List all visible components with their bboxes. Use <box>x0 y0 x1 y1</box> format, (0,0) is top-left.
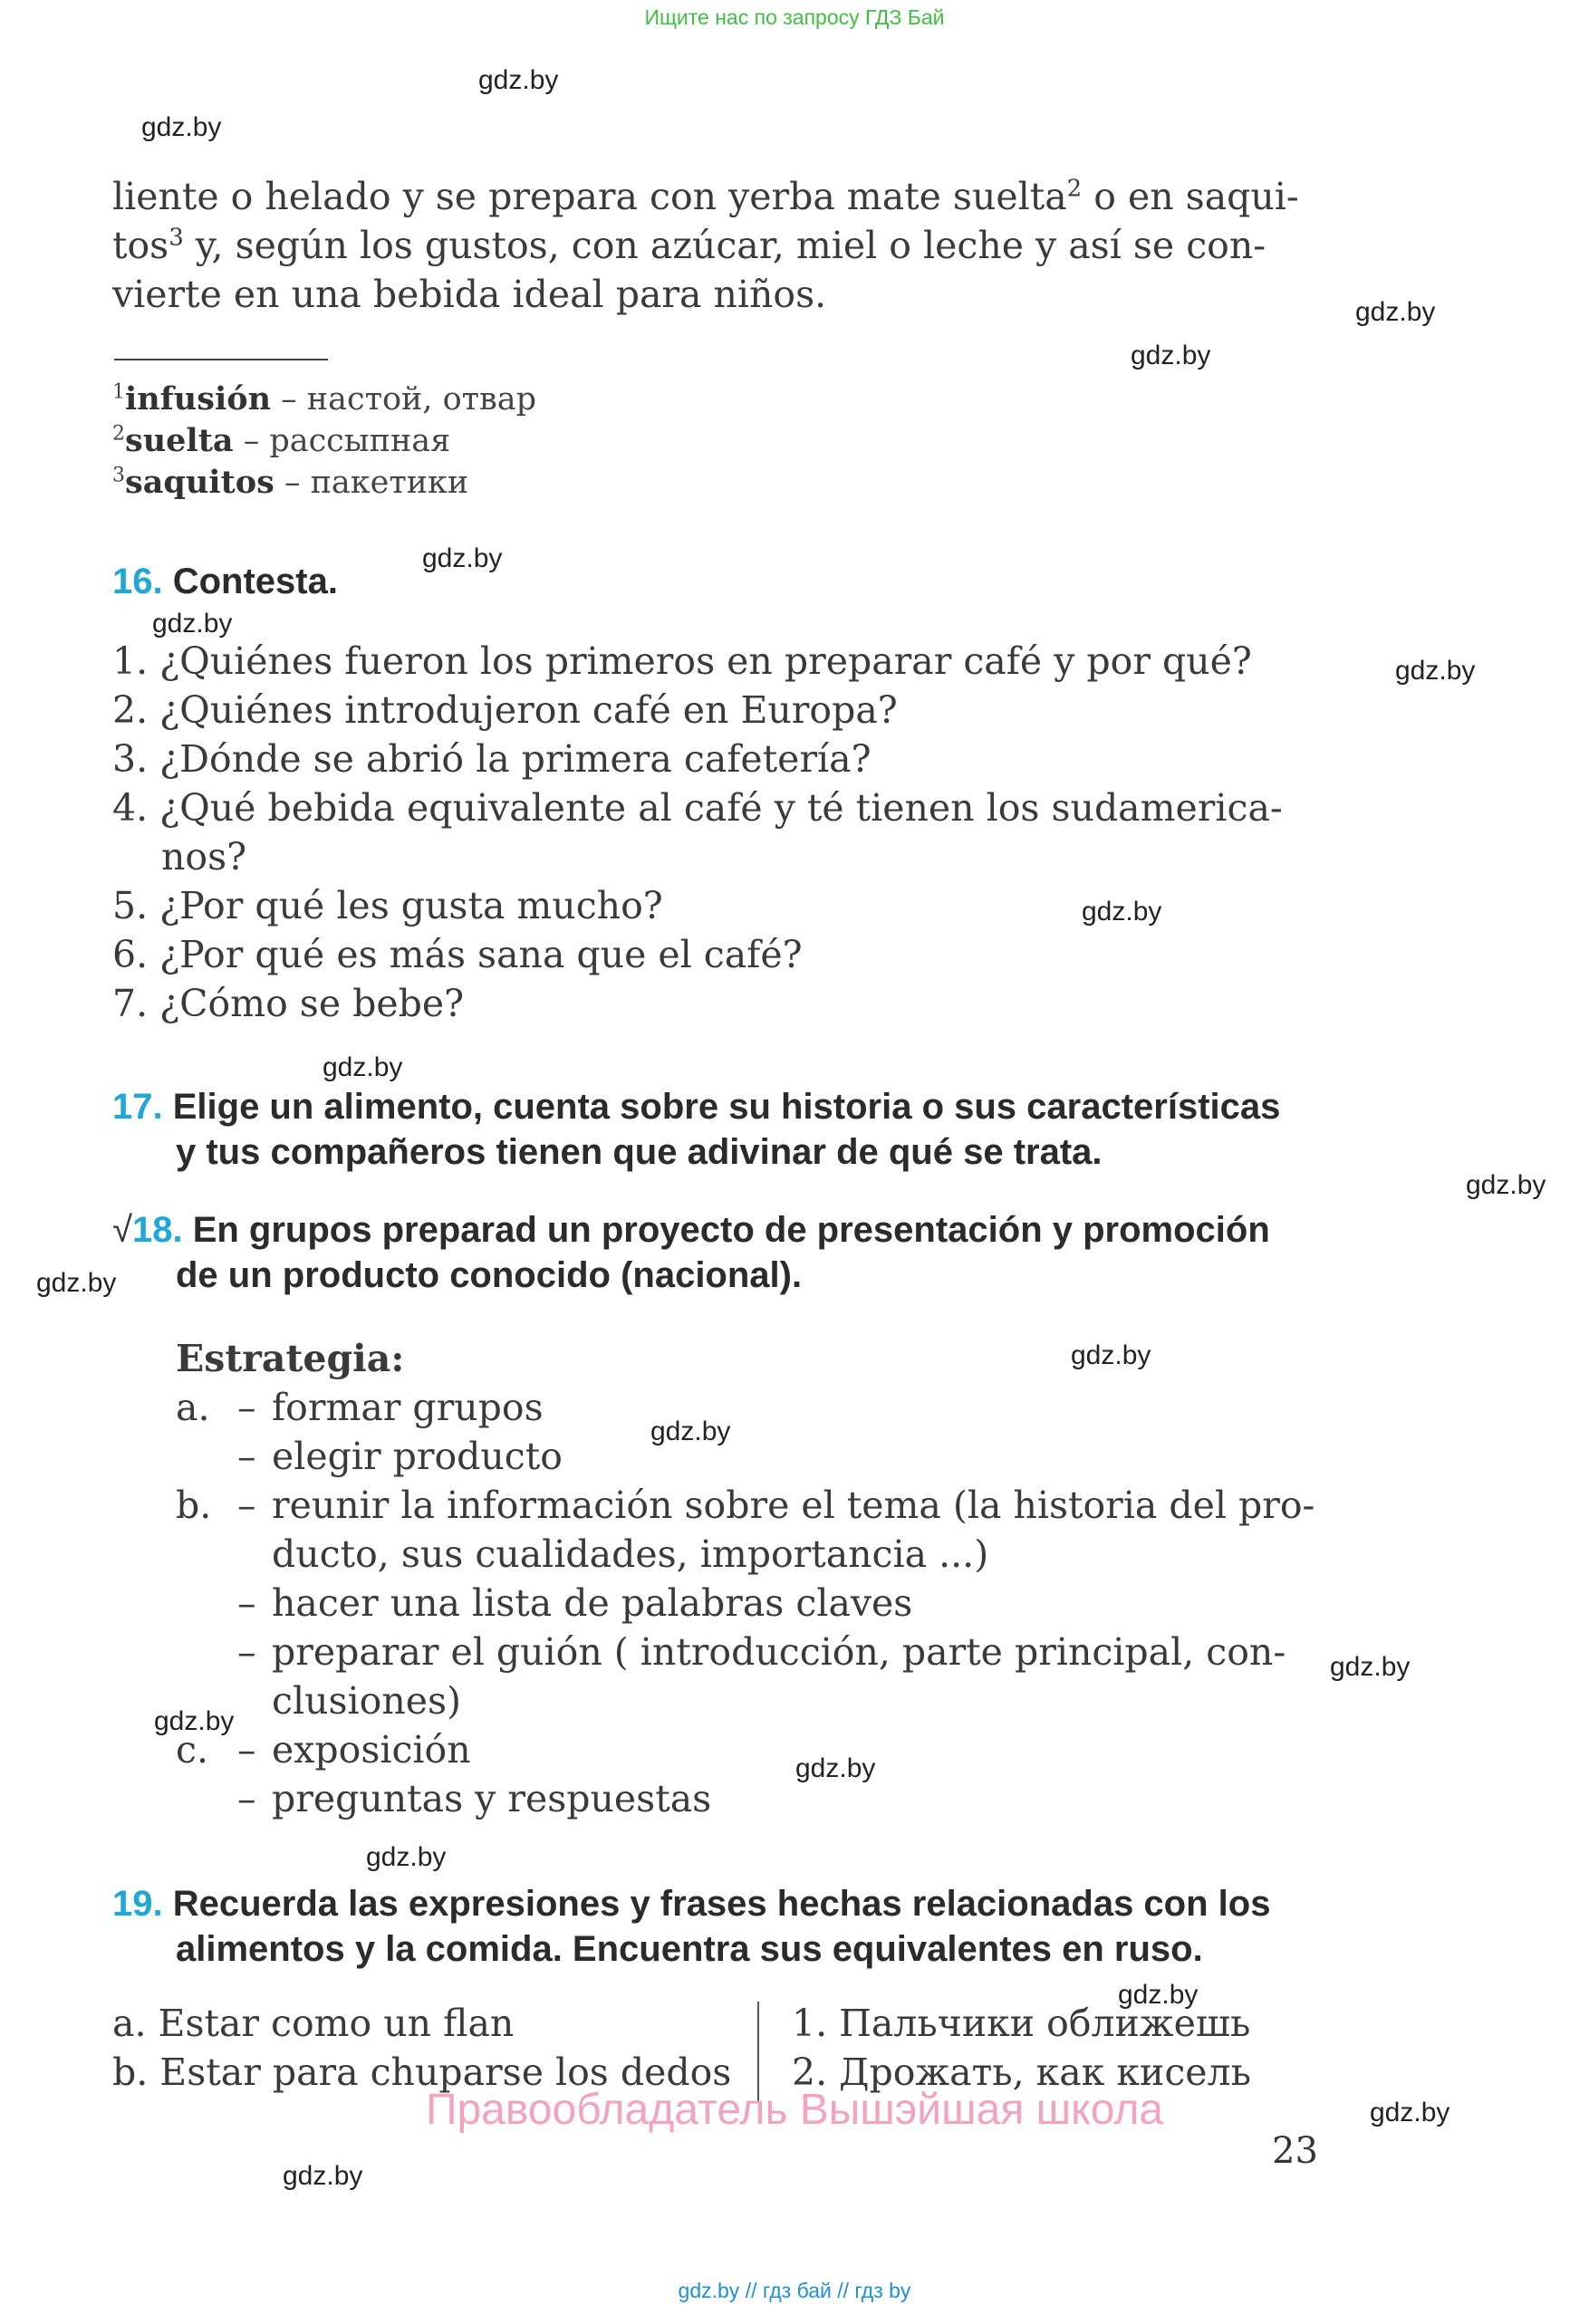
strategy-item: clusiones) <box>272 1679 462 1723</box>
strategy-item: exposición <box>272 1728 471 1772</box>
watermark: gdz.by <box>366 1842 447 1872</box>
watermark: gdz.by <box>478 65 559 95</box>
strategy-item: hacer una lista de palabras claves <box>272 1581 913 1625</box>
top-banner: Ищите нас по запросу ГДЗ Бай <box>644 5 945 29</box>
paragraph-line: tos$^3$ y, según los gustos, con azúcar, miel o leche y así se con- <box>112 224 1266 267</box>
task-19-line: alimentos y la comida. Encuentra sus equivalentes en ruso. <box>176 1929 1203 1969</box>
watermark: gdz.by <box>1355 297 1436 327</box>
watermark: gdz.by <box>1118 1980 1199 2010</box>
footnote: $^2$suelta – рассыпная <box>112 422 451 459</box>
strategy-item: preguntas y respuestas <box>272 1777 712 1820</box>
watermark: gdz.by <box>141 112 222 142</box>
strategy-item: reunir la información sobre el tema (la historia del pro- <box>272 1484 1315 1527</box>
strategy-dash: – <box>237 1777 256 1820</box>
watermark: gdz.by <box>1330 1652 1411 1682</box>
task-18-heading: √18. En grupos preparad un proyecto de presentación y promoción <box>112 1210 1270 1250</box>
watermark: gdz.by <box>323 1052 403 1082</box>
paragraph-line: liente o helado y se prepara con yerba mate suelta$^2$ o en saqui- <box>112 175 1299 218</box>
expression-right: 1. Пальчики оближешь <box>792 2002 1251 2045</box>
task-19-heading: 19. Recuerda las expresiones y frases hechas relacionadas con los <box>112 1884 1271 1924</box>
footnote-divider <box>114 359 328 360</box>
expression-right: 2. Дрожать, как кисель <box>792 2050 1251 2094</box>
question: 3. ¿Dónde se abrió la primera cafetería? <box>112 737 872 781</box>
strategy-item: ducto, sus cualidades, importancia ...) <box>272 1532 989 1576</box>
page-number: 23 <box>1272 2130 1318 2172</box>
watermark: gdz.by <box>152 609 233 639</box>
strategy-dash: – <box>237 1386 256 1429</box>
question: 6. ¿Por qué es más sana que el café? <box>112 933 803 976</box>
task-17-line: y tus compañeros tienen que adivinar de qué se trata. <box>176 1132 1103 1172</box>
footnote: $^3$saquitos – пакетики <box>112 464 469 501</box>
bottom-links[interactable]: gdz.by // гдз бай // гдз by <box>678 2279 911 2302</box>
expression-left: a. Estar como un flan <box>112 2002 515 2045</box>
question: 4. ¿Qué bebida equivalente al café y té tienen los sudamerica- <box>112 786 1283 830</box>
strategy-dash: – <box>237 1484 256 1527</box>
question-continuation: nos? <box>161 835 247 879</box>
question: 1. ¿Quiénes fueron los primeros en preparar café y por qué? <box>112 639 1252 683</box>
watermark: gdz.by <box>795 1753 876 1783</box>
task-18-line: de un producto conocido (nacional). <box>176 1255 803 1295</box>
strategy-dash: – <box>237 1435 256 1478</box>
question: 7. ¿Cómo se bebe? <box>112 982 465 1025</box>
question: 5. ¿Por qué les gusta mucho? <box>112 884 663 927</box>
watermark: gdz.by <box>650 1416 731 1446</box>
strategy-dash: – <box>237 1630 256 1674</box>
check-mark: √ <box>112 1210 132 1250</box>
strategy-letter: b. <box>176 1484 212 1527</box>
watermark: gdz.by <box>154 1706 235 1736</box>
strategy-item: elegir producto <box>272 1435 563 1478</box>
copyright-notice: Правообладатель Вышэйшая школа <box>425 2086 1164 2134</box>
watermark: gdz.by <box>1370 2098 1450 2127</box>
strategy-letter: a. <box>176 1386 210 1429</box>
strategy-item: formar grupos <box>272 1386 544 1429</box>
watermark: gdz.by <box>1466 1170 1546 1200</box>
watermark: gdz.by <box>36 1268 117 1298</box>
watermark: gdz.by <box>422 543 503 573</box>
paragraph-line: vierte en una bebida ideal para niños. <box>112 273 827 316</box>
watermark: gdz.by <box>1131 341 1211 370</box>
strategy-item: preparar el guión ( introducción, parte principal, con- <box>272 1630 1286 1674</box>
task-17-heading: 17. Elige un alimento, cuenta sobre su historia o sus características <box>112 1087 1281 1127</box>
watermark: gdz.by <box>1082 897 1162 927</box>
watermark: gdz.by <box>1071 1340 1151 1370</box>
strategy-dash: – <box>237 1581 256 1625</box>
strategy-label: Estrategia: <box>176 1337 405 1380</box>
footnote: $^1$infusión – настой, отвар <box>112 380 537 418</box>
strategy-letter: c. <box>176 1728 208 1772</box>
expression-left: b. Estar para chuparse los dedos <box>112 2050 732 2094</box>
strategy-dash: – <box>237 1728 256 1772</box>
watermark: gdz.by <box>1395 656 1476 686</box>
watermark: gdz.by <box>283 2161 363 2191</box>
task-16-heading: 16. Contesta. <box>112 562 338 601</box>
question: 2. ¿Quiénes introdujeron café en Europa? <box>112 688 898 732</box>
